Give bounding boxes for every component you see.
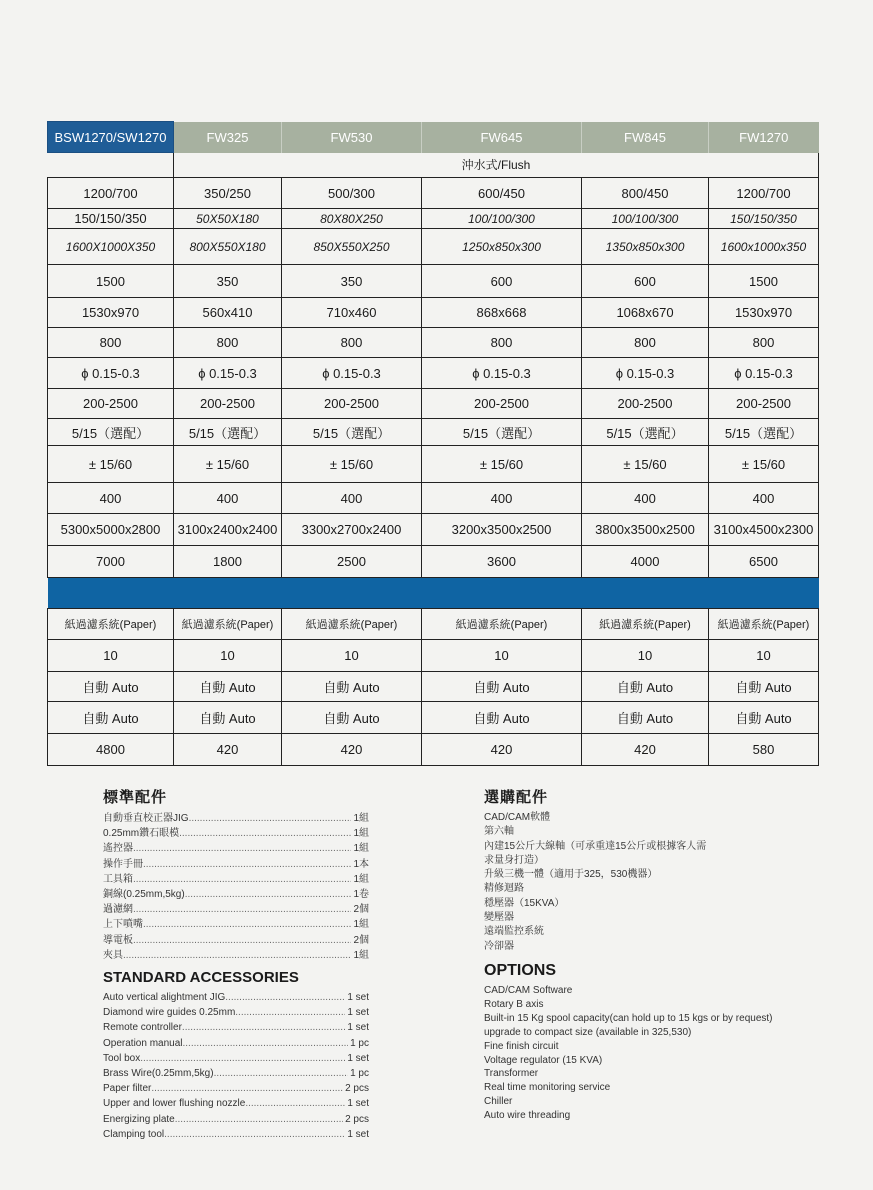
section-divider-band <box>48 578 819 609</box>
accessory-name: 過濾網 <box>103 904 133 916</box>
spec-cell: 5/15（選配） <box>48 419 174 446</box>
spec-cell: ϕ 0.15-0.3 <box>709 358 819 389</box>
leader-dots <box>133 902 351 917</box>
option-item: 變壓器 <box>484 912 514 924</box>
spec-cell: 800 <box>174 328 282 358</box>
spec-top-row <box>48 358 819 389</box>
spec-cell: 5/15（選配） <box>582 419 709 446</box>
accessory-quantity: 1 set <box>347 992 369 1004</box>
accessory-quantity: 1 set <box>347 1098 369 1110</box>
spec-top-row <box>48 328 819 358</box>
accessory-name: Tool box <box>103 1052 141 1064</box>
accessory-item <box>103 1036 369 1051</box>
option-item: upgrade to compact size (available in 325,530) <box>484 1026 692 1038</box>
spec-bottom-row <box>48 734 819 766</box>
option-item: 第六軸 <box>484 826 514 838</box>
spec-cell: ± 15/60 <box>422 446 582 483</box>
accessory-name: Remote controller <box>103 1022 182 1034</box>
accessory-quantity: 2個 <box>353 904 369 916</box>
spec-cell: 10 <box>709 640 819 672</box>
spec-cell: 800 <box>582 328 709 358</box>
spec-cell: 200-2500 <box>48 389 174 419</box>
accessory-name: Brass Wire(0.25mm,5kg) <box>103 1068 214 1080</box>
standard-en-title: STANDARD ACCESSORIES <box>103 969 299 987</box>
spec-bottom-row <box>48 640 819 672</box>
spec-bottom-row <box>48 672 819 702</box>
spec-cell: 3300x2700x2400 <box>282 514 422 546</box>
accessory-quantity: 1本 <box>353 858 369 870</box>
spec-cell: 200-2500 <box>709 389 819 419</box>
accessory-item <box>103 902 369 917</box>
accessory-name: 遙控器 <box>103 843 133 855</box>
accessory-item <box>103 933 369 948</box>
spec-cell: 560x410 <box>174 298 282 328</box>
options-en-list <box>484 984 824 1123</box>
accessory-quantity: 1 set <box>347 1007 369 1019</box>
spec-cell: 自動 Auto <box>48 702 174 734</box>
option-item: 內建15公斤大線軸（可承重達15公斤或根據客人需 <box>484 840 707 852</box>
spec-cell: 600 <box>422 265 582 298</box>
spec-cell: 580 <box>709 734 819 766</box>
accessory-name: 操作手冊 <box>103 858 143 870</box>
spec-cell: 150/150/350 <box>709 209 819 229</box>
accessory-item <box>103 1020 369 1035</box>
spec-cell: 400 <box>282 483 422 514</box>
spec-cell: 400 <box>48 483 174 514</box>
spec-cell: 紙過濾系統(Paper) <box>282 609 422 640</box>
spec-cell: 50X50X180 <box>174 209 282 229</box>
spec-cell: 400 <box>422 483 582 514</box>
leader-dots <box>143 857 351 872</box>
model-header-fw530: FW530 <box>282 122 422 153</box>
spec-cell: 5/15（選配） <box>282 419 422 446</box>
spec-cell: 3600 <box>422 546 582 578</box>
spec-cell: 1530x970 <box>48 298 174 328</box>
spec-top-row <box>48 483 819 514</box>
leader-dots <box>245 1096 345 1111</box>
accessory-name: 導電板 <box>103 934 133 946</box>
accessory-quantity: 1組 <box>353 843 369 855</box>
accessory-name: Paper filter <box>103 1083 152 1095</box>
standard-accessories-section <box>103 786 369 1142</box>
leader-dots <box>183 1036 349 1051</box>
accessory-name: 自動垂直校正器JIG <box>103 813 189 824</box>
spec-top-row <box>48 389 819 419</box>
leader-dots <box>140 1051 345 1066</box>
spec-top-row <box>48 265 819 298</box>
spec-cell: 1530x970 <box>709 298 819 328</box>
spec-cell: 200-2500 <box>282 389 422 419</box>
model-header-fw845: FW845 <box>582 122 709 153</box>
spec-cell: 420 <box>282 734 422 766</box>
standard-cn-title: 標準配件 <box>103 789 168 806</box>
spec-cell: 4000 <box>582 546 709 578</box>
leader-dots <box>179 826 351 841</box>
accessory-item <box>103 1066 369 1081</box>
accessory-name: Clamping tool <box>103 1128 165 1140</box>
spec-cell: 10 <box>48 640 174 672</box>
accessory-item <box>103 917 369 932</box>
spec-cell: 710x460 <box>282 298 422 328</box>
accessory-quantity: 1組 <box>353 828 369 840</box>
spec-cell: 7000 <box>48 546 174 578</box>
spec-cell: 3800x3500x2500 <box>582 514 709 546</box>
spec-cell: 自動 Auto <box>709 672 819 702</box>
spec-cell: 紙過濾系統(Paper) <box>174 609 282 640</box>
options-cn-title: 選購配件 <box>484 789 549 806</box>
accessory-item <box>103 887 369 902</box>
leader-dots <box>143 917 351 932</box>
spec-cell: ± 15/60 <box>174 446 282 483</box>
accessory-name: 工具箱 <box>103 873 133 885</box>
accessory-quantity: 1 pc <box>350 1037 369 1049</box>
spec-cell: 420 <box>174 734 282 766</box>
accessory-quantity: 2個 <box>353 934 369 946</box>
option-item: Rotary B axis <box>484 998 544 1010</box>
option-item: Built-in 15 Kg spool capacity(can hold up to 15 kgs or by request) <box>484 1012 773 1024</box>
accessory-item <box>103 1127 369 1142</box>
accessory-name: 上下噴嘴 <box>103 919 143 931</box>
spec-top-row <box>48 446 819 483</box>
spec-top-row <box>48 209 819 229</box>
spec-cell: 3100x4500x2300 <box>709 514 819 546</box>
option-item: Voltage regulator (15 KVA) <box>484 1054 603 1066</box>
option-item: Auto wire threading <box>484 1110 571 1122</box>
accessory-item <box>103 826 369 841</box>
spec-cell: 1350x850x300 <box>582 229 709 265</box>
spec-top-row <box>48 419 819 446</box>
option-item: Chiller <box>484 1096 513 1108</box>
leader-dots <box>185 887 352 902</box>
accessory-quantity: 1組 <box>353 873 369 885</box>
spec-cell: 200-2500 <box>422 389 582 419</box>
accessory-name: 0.25mm鑽石眼模 <box>103 828 180 840</box>
accessory-quantity: 1 set <box>347 1128 369 1140</box>
spec-cell: 800 <box>709 328 819 358</box>
spec-cell: 80X80X250 <box>282 209 422 229</box>
spec-cell: 紙過濾系統(Paper) <box>48 609 174 640</box>
spec-top-row <box>48 229 819 265</box>
spec-cell: 3100x2400x2400 <box>174 514 282 546</box>
accessory-item <box>103 1081 369 1096</box>
spec-cell: 100/100/300 <box>582 209 709 229</box>
spec-cell: 自動 Auto <box>174 672 282 702</box>
spec-cell: 400 <box>709 483 819 514</box>
spec-cell: 自動 Auto <box>282 702 422 734</box>
option-item: 遠端監控系統 <box>484 926 544 938</box>
accessory-name: 銅線(0.25mm,5kg) <box>103 889 185 901</box>
spec-cell: 200-2500 <box>174 389 282 419</box>
spec-cell: ϕ 0.15-0.3 <box>422 358 582 389</box>
spec-cell: 自動 Auto <box>282 672 422 702</box>
spec-cell: 600/450 <box>422 178 582 209</box>
option-item: 升級三機一體（適用于325，530機器） <box>484 869 658 881</box>
spec-cell: 自動 Auto <box>582 672 709 702</box>
spec-cell: 420 <box>582 734 709 766</box>
header-row <box>48 122 819 153</box>
accessory-item <box>103 1051 369 1066</box>
leader-dots <box>123 948 351 963</box>
spec-cell: 紙過濾系統(Paper) <box>422 609 582 640</box>
spec-cell: 1500 <box>709 265 819 298</box>
model-header-fw1270: FW1270 <box>709 122 819 153</box>
accessory-item <box>103 1096 369 1111</box>
accessory-quantity: 1卷 <box>353 889 369 901</box>
accessory-quantity: 1 set <box>347 1022 369 1034</box>
option-item: Transformer <box>484 1068 539 1080</box>
spec-cell: ± 15/60 <box>48 446 174 483</box>
leader-dots <box>235 1005 345 1020</box>
spec-cell: 850X550X250 <box>282 229 422 265</box>
leader-dots <box>189 811 352 826</box>
spec-cell: 10 <box>174 640 282 672</box>
option-item: CAD/CAM軟體 <box>484 812 551 823</box>
leader-dots <box>151 1081 343 1096</box>
spec-cell: 紙過濾系統(Paper) <box>582 609 709 640</box>
spec-cell: 5300x5000x2800 <box>48 514 174 546</box>
spec-cell: 420 <box>422 734 582 766</box>
spec-cell: 800/450 <box>582 178 709 209</box>
spec-cell: 1600X1000X350 <box>48 229 174 265</box>
model-header-fw325: FW325 <box>174 122 282 153</box>
accessory-quantity: 2 pcs <box>345 1083 369 1095</box>
spec-cell: 400 <box>174 483 282 514</box>
spec-cell: 1200/700 <box>709 178 819 209</box>
spec-cell: ± 15/60 <box>282 446 422 483</box>
accessory-name: Diamond wire guides 0.25mm <box>103 1007 236 1019</box>
option-item: 求量身打造） <box>484 854 544 866</box>
spec-cell: 350 <box>174 265 282 298</box>
spec-cell: 1068x670 <box>582 298 709 328</box>
spec-cell: 自動 Auto <box>422 702 582 734</box>
spec-cell: 350 <box>282 265 422 298</box>
leader-dots <box>133 933 351 948</box>
spec-top-row <box>48 514 819 546</box>
leader-dots <box>164 1127 345 1142</box>
spec-cell: 800 <box>48 328 174 358</box>
leader-dots <box>214 1066 349 1081</box>
accessory-name: Upper and lower flushing nozzle <box>103 1098 246 1110</box>
spec-cell: 5/15（選配） <box>174 419 282 446</box>
spec-cell: 4800 <box>48 734 174 766</box>
spec-cell: 2500 <box>282 546 422 578</box>
accessory-name: Auto vertical alightment JIG <box>103 992 226 1004</box>
accessory-quantity: 1 pc <box>350 1068 369 1080</box>
spec-cell: 10 <box>282 640 422 672</box>
options-cn-list <box>484 811 824 954</box>
option-item: CAD/CAM Software <box>484 984 573 996</box>
accessory-item <box>103 872 369 887</box>
accessory-quantity: 1組 <box>353 949 369 961</box>
spec-cell: ϕ 0.15-0.3 <box>582 358 709 389</box>
accessory-name: Energizing plate <box>103 1113 175 1125</box>
spec-cell: 1500 <box>48 265 174 298</box>
leader-dots <box>175 1112 343 1127</box>
spec-cell: 800 <box>422 328 582 358</box>
accessory-item <box>103 841 369 856</box>
spec-cell: ϕ 0.15-0.3 <box>48 358 174 389</box>
spec-cell: 3200x3500x2500 <box>422 514 582 546</box>
accessory-item <box>103 857 369 872</box>
option-item: 穩壓器（15KVA） <box>484 897 565 909</box>
spec-cell: ± 15/60 <box>582 446 709 483</box>
spec-cell: 1600x1000x350 <box>709 229 819 265</box>
spec-cell: 10 <box>582 640 709 672</box>
accessory-item <box>103 948 369 963</box>
spec-cell: ϕ 0.15-0.3 <box>282 358 422 389</box>
spec-cell: 400 <box>582 483 709 514</box>
flush-blank-cell <box>48 153 174 178</box>
spec-cell: 600 <box>582 265 709 298</box>
spec-cell: 500/300 <box>282 178 422 209</box>
accessory-quantity: 2 pcs <box>345 1113 369 1125</box>
spec-cell: 100/100/300 <box>422 209 582 229</box>
accessory-quantity: 1組 <box>353 813 369 824</box>
spec-bottom-row <box>48 702 819 734</box>
spec-cell: 5/15（選配） <box>709 419 819 446</box>
accessory-item <box>103 811 369 826</box>
filter-row <box>48 609 819 640</box>
standard-en-list <box>103 990 369 1142</box>
leader-dots <box>182 1020 345 1035</box>
spec-cell: 10 <box>422 640 582 672</box>
spec-top-row <box>48 178 819 209</box>
spec-cell: 自動 Auto <box>174 702 282 734</box>
option-item: 冷卻器 <box>484 940 514 952</box>
divider-band-cell <box>48 578 819 609</box>
options-section <box>484 786 824 1123</box>
spec-table <box>47 121 819 766</box>
spec-cell: 1200/700 <box>48 178 174 209</box>
accessory-quantity: 1組 <box>353 919 369 931</box>
spec-cell: ϕ 0.15-0.3 <box>174 358 282 389</box>
spec-cell: 150/150/350 <box>48 209 174 229</box>
spec-cell: 5/15（選配） <box>422 419 582 446</box>
standard-cn-list <box>103 811 369 963</box>
spec-top-row <box>48 546 819 578</box>
spec-cell: 1800 <box>174 546 282 578</box>
model-header-fw645: FW645 <box>422 122 582 153</box>
accessory-quantity: 1 set <box>347 1052 369 1064</box>
accessory-name: Operation manual <box>103 1037 183 1049</box>
spec-cell: 6500 <box>709 546 819 578</box>
spec-top-row <box>48 298 819 328</box>
option-item: Fine finish circuit <box>484 1040 559 1052</box>
option-item: Real time monitoring service <box>484 1082 611 1094</box>
leader-dots <box>133 872 351 887</box>
spec-cell: 紙過濾系統(Paper) <box>709 609 819 640</box>
flush-row <box>48 153 819 178</box>
spec-cell: 自動 Auto <box>582 702 709 734</box>
leader-dots <box>133 841 351 856</box>
spec-cell: 350/250 <box>174 178 282 209</box>
flush-label: 沖水式/Flush <box>174 153 819 178</box>
spec-cell: 自動 Auto <box>709 702 819 734</box>
spec-cell: 200-2500 <box>582 389 709 419</box>
spec-cell: 自動 Auto <box>48 672 174 702</box>
spec-cell: 868x668 <box>422 298 582 328</box>
accessory-name: 夾具 <box>103 949 123 961</box>
model-header-bsw1270: BSW1270/SW1270 <box>48 122 174 153</box>
accessory-item <box>103 990 369 1005</box>
accessory-item <box>103 1005 369 1020</box>
spec-cell: ± 15/60 <box>709 446 819 483</box>
spec-cell: 自動 Auto <box>422 672 582 702</box>
spec-cell: 1250x850x300 <box>422 229 582 265</box>
accessory-item <box>103 1112 369 1127</box>
spec-cell: 800 <box>282 328 422 358</box>
option-item: 精修迴路 <box>484 883 524 895</box>
leader-dots <box>225 990 345 1005</box>
spec-cell: 800X550X180 <box>174 229 282 265</box>
options-en-title: OPTIONS <box>484 961 557 979</box>
